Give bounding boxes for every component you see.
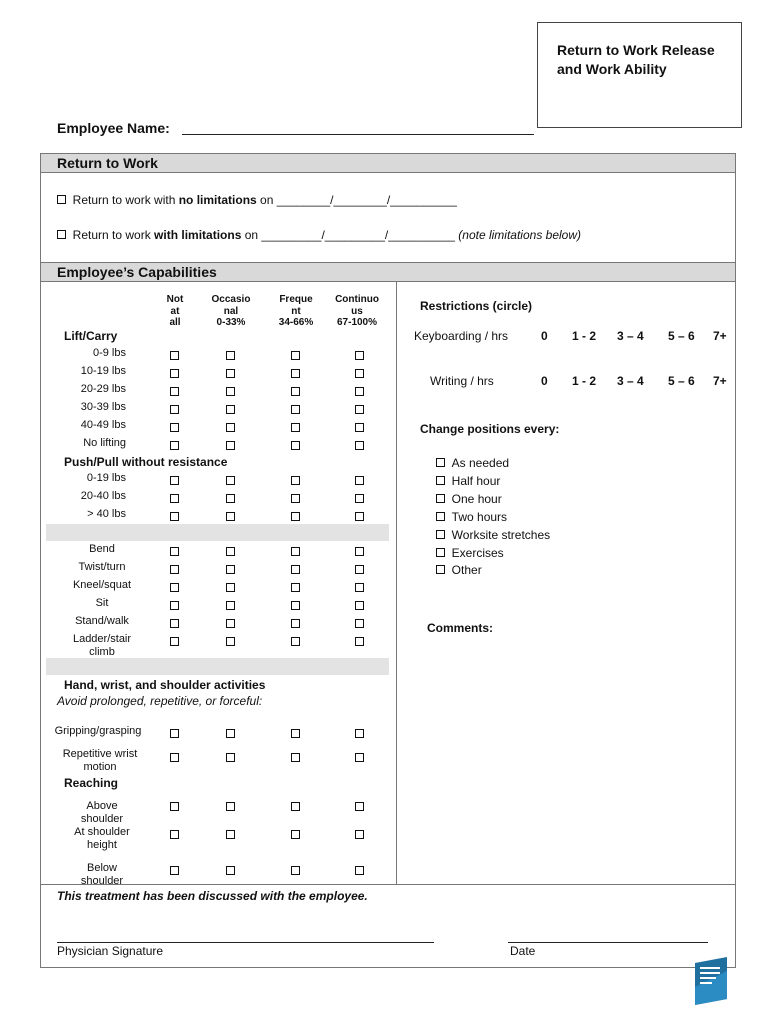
reaching-heading: Reaching (64, 776, 119, 790)
writing-label: Writing / hrs (430, 374, 494, 388)
capability-checkbox[interactable] (170, 729, 179, 738)
posture-label: Bend (89, 543, 115, 555)
capability-checkbox[interactable] (226, 369, 235, 378)
restrictions-heading: Restrictions (circle) (420, 299, 533, 313)
comments-heading: Comments: (427, 621, 494, 635)
capability-checkbox[interactable] (226, 387, 235, 396)
capability-checkbox[interactable] (355, 441, 364, 450)
posture-label: Sit (95, 597, 109, 609)
capability-checkbox[interactable] (291, 423, 300, 432)
capability-checkbox[interactable] (291, 547, 300, 556)
change-option-checkbox[interactable] (436, 512, 445, 521)
keyboarding-option[interactable]: 3 – 4 (617, 329, 644, 343)
capability-checkbox[interactable] (170, 547, 179, 556)
keyboarding-option[interactable]: 1 - 2 (572, 329, 597, 343)
return-to-work-header (40, 153, 736, 173)
writing-option[interactable]: 7+ (713, 374, 727, 388)
lift-carry-heading: Lift/Carry (64, 329, 118, 343)
date-label: Date (510, 944, 536, 958)
reach-label-line: shoulder (80, 813, 124, 825)
lift-label: No lifting (83, 437, 126, 449)
capability-checkbox[interactable] (291, 405, 300, 414)
rtw-opt2-text: Return to work (72, 228, 155, 242)
posture-label: Twist/turn (78, 561, 126, 573)
col-header-not-at-all (149, 294, 201, 329)
repetitive-label-line: motion (83, 761, 117, 773)
change-option (436, 492, 502, 506)
rtw-opt1-bold: no limitations (178, 193, 257, 207)
col-header-line: us (351, 305, 363, 317)
capability-checkbox[interactable] (226, 601, 235, 610)
reach-label-line: Above (86, 800, 118, 812)
rtw-opt2-note: (note limitations below) (458, 228, 581, 242)
col-header-frequent (270, 294, 322, 329)
capability-checkbox[interactable] (291, 441, 300, 450)
column-divider (396, 281, 397, 884)
col-header-line: Not (166, 294, 184, 305)
change-option-checkbox[interactable] (436, 458, 445, 467)
capability-checkbox[interactable] (355, 565, 364, 574)
capability-checkbox[interactable] (170, 601, 179, 610)
reach-label-line: Below (87, 862, 117, 874)
posture-label: Kneel/squat (72, 579, 132, 591)
push-label: > 40 lbs (87, 508, 126, 520)
capability-checkbox[interactable] (355, 476, 364, 485)
capability-checkbox[interactable] (355, 830, 364, 839)
capability-checkbox[interactable] (170, 866, 179, 875)
form-title (557, 41, 715, 79)
discussed-statement: This treatment has been discussed with the employee. (57, 889, 368, 903)
capability-checkbox[interactable] (170, 753, 179, 762)
capability-checkbox[interactable] (355, 512, 364, 521)
change-option (436, 474, 500, 488)
col-header-line: Continuo (335, 294, 379, 305)
capability-checkbox[interactable] (355, 423, 364, 432)
capability-checkbox[interactable] (355, 802, 364, 811)
gripping-label: Gripping/grasping (54, 725, 142, 737)
writing-option[interactable]: 0 (541, 374, 548, 388)
capability-checkbox[interactable] (355, 753, 364, 762)
capability-checkbox[interactable] (291, 387, 300, 396)
col-header-line: nt (291, 305, 301, 317)
capability-checkbox[interactable] (291, 565, 300, 574)
capability-checkbox[interactable] (226, 494, 235, 503)
capability-checkbox[interactable] (291, 369, 300, 378)
capability-checkbox[interactable] (170, 441, 179, 450)
capability-checkbox[interactable] (291, 753, 300, 762)
ladder-label-line: Ladder/stair (72, 633, 132, 645)
change-option-label: Worksite stretches (451, 528, 551, 542)
keyboarding-option[interactable]: 5 – 6 (668, 329, 695, 343)
capability-checkbox[interactable] (170, 830, 179, 839)
rtw-no-limitations (57, 193, 457, 207)
reach-label-line: At shoulder (74, 826, 130, 838)
capability-checkbox[interactable] (291, 476, 300, 485)
lift-label: 40-49 lbs (80, 419, 126, 431)
change-option-checkbox[interactable] (436, 476, 445, 485)
rtw-opt2-date[interactable]: on _________/_________/__________ (241, 228, 459, 242)
change-option (436, 546, 504, 560)
capability-checkbox[interactable] (170, 802, 179, 811)
col-header-line: 34-66% (278, 317, 314, 328)
change-option-label: One hour (451, 492, 502, 506)
col-header-line: 67-100% (336, 317, 378, 328)
return-to-work-title: Return to Work (57, 155, 158, 171)
capability-checkbox[interactable] (291, 494, 300, 503)
change-option (436, 510, 507, 524)
capability-checkbox[interactable] (226, 565, 235, 574)
reach-label-line: shoulder (80, 875, 124, 887)
capability-checkbox[interactable] (355, 729, 364, 738)
capability-checkbox[interactable] (170, 476, 179, 485)
capability-checkbox[interactable] (291, 351, 300, 360)
posture-label: Stand/walk (75, 615, 129, 627)
capability-checkbox[interactable] (226, 619, 235, 628)
change-option-checkbox[interactable] (436, 548, 445, 557)
capability-checkbox[interactable] (355, 494, 364, 503)
capability-checkbox[interactable] (170, 637, 179, 646)
employee-name-label: Employee Name: (57, 120, 170, 136)
capability-checkbox[interactable] (170, 565, 179, 574)
document-logo-icon (695, 957, 727, 1005)
col-header-line: 0-33% (216, 317, 246, 328)
date-line[interactable] (508, 942, 708, 943)
change-option-checkbox[interactable] (436, 530, 445, 539)
lift-label: 10-19 lbs (80, 365, 126, 377)
capabilities-title: Employee’s Capabilities (57, 264, 217, 280)
change-positions-heading: Change positions every: (420, 422, 560, 436)
keyboarding-label: Keyboarding / hrs (414, 329, 509, 343)
writing-option[interactable]: 1 - 2 (572, 374, 597, 388)
change-option-label: As needed (451, 456, 510, 470)
capability-checkbox[interactable] (170, 351, 179, 360)
capability-checkbox[interactable] (291, 512, 300, 521)
ladder-label-line: climb (89, 646, 115, 658)
change-option (436, 528, 550, 542)
change-option-label: Other (451, 563, 482, 577)
push-label: 20-40 lbs (80, 490, 126, 502)
col-header-occasional (205, 294, 257, 329)
change-option-label: Half hour (451, 474, 501, 488)
rtw-with-limitations (57, 228, 581, 242)
capability-checkbox[interactable] (291, 601, 300, 610)
col-header-line: Occasio (211, 294, 251, 305)
capability-checkbox[interactable] (291, 830, 300, 839)
col-header-line: nal (223, 305, 239, 317)
capability-checkbox[interactable] (226, 441, 235, 450)
capability-checkbox[interactable] (291, 802, 300, 811)
rtw-opt1-date[interactable]: on ________/________/__________ (256, 193, 457, 207)
capability-checkbox[interactable] (226, 753, 235, 762)
employee-name-field[interactable] (182, 134, 534, 135)
capability-checkbox[interactable] (226, 866, 235, 875)
ladder-label (52, 633, 152, 659)
lift-label: 20-29 lbs (80, 383, 126, 395)
capability-checkbox[interactable] (226, 547, 235, 556)
capability-checkbox[interactable] (226, 637, 235, 646)
capability-checkbox[interactable] (355, 547, 364, 556)
change-option-checkbox[interactable] (436, 494, 445, 503)
capability-checkbox[interactable] (170, 619, 179, 628)
capability-checkbox[interactable] (226, 512, 235, 521)
capability-checkbox[interactable] (226, 802, 235, 811)
title-box (537, 22, 742, 128)
shaded-divider (46, 658, 389, 675)
repetitive-label-line: Repetitive wrist (62, 748, 138, 760)
capability-checkbox[interactable] (355, 637, 364, 646)
capability-checkbox[interactable] (170, 512, 179, 521)
col-header-line: all (169, 317, 181, 328)
keyboarding-option[interactable]: 7+ (713, 329, 727, 343)
push-pull-heading: Push/Pull without resistance (64, 455, 228, 469)
shaded-divider (46, 524, 389, 541)
lift-label: 0-9 lbs (92, 347, 126, 359)
capability-checkbox[interactable] (291, 729, 300, 738)
capability-checkbox[interactable] (170, 387, 179, 396)
capability-checkbox[interactable] (170, 494, 179, 503)
capability-checkbox[interactable] (355, 405, 364, 414)
rtw-opt2-bold: with limitations (154, 228, 242, 242)
capability-checkbox[interactable] (226, 405, 235, 414)
col-header-continuous (331, 294, 383, 329)
repetitive-label (50, 748, 150, 774)
push-label: 0-19 lbs (86, 472, 126, 484)
capability-checkbox[interactable] (226, 830, 235, 839)
capability-checkbox[interactable] (355, 866, 364, 875)
col-header-line: at (170, 305, 180, 317)
capability-checkbox[interactable] (170, 423, 179, 432)
physician-signature-label: Physician Signature (57, 944, 164, 958)
col-header-line: Freque (279, 294, 313, 305)
form-title-line2: and Work Ability (557, 61, 667, 77)
capability-checkbox[interactable] (355, 351, 364, 360)
capability-checkbox[interactable] (291, 866, 300, 875)
capability-checkbox[interactable] (226, 423, 235, 432)
rtw-opt1-text: Return to work with (72, 193, 179, 207)
capability-checkbox[interactable] (226, 729, 235, 738)
above-shoulder-label (52, 800, 152, 826)
physician-signature-line[interactable] (57, 942, 434, 943)
change-option-label: Two hours (451, 510, 508, 524)
capability-checkbox[interactable] (355, 387, 364, 396)
change-option (436, 563, 482, 577)
keyboarding-option[interactable]: 0 (541, 329, 548, 343)
capability-checkbox[interactable] (170, 405, 179, 414)
change-option-label: Exercises (451, 546, 504, 560)
reach-label-line: height (87, 839, 117, 851)
capability-checkbox[interactable] (291, 619, 300, 628)
capability-checkbox[interactable] (170, 583, 179, 592)
footer-right (735, 884, 736, 968)
writing-option[interactable]: 5 – 6 (668, 374, 695, 388)
capability-checkbox[interactable] (355, 369, 364, 378)
capability-checkbox[interactable] (355, 601, 364, 610)
capability-checkbox[interactable] (226, 583, 235, 592)
below-shoulder-label (52, 862, 152, 888)
capabilities-header (40, 262, 736, 282)
capability-checkbox[interactable] (170, 369, 179, 378)
form-title-line1: Return to Work Release (557, 42, 715, 58)
at-shoulder-label (52, 826, 152, 852)
footer-left (40, 884, 41, 968)
lift-label: 30-39 lbs (80, 401, 126, 413)
rtw-no-limitations-checkbox[interactable] (57, 195, 66, 204)
capability-checkbox[interactable] (291, 637, 300, 646)
comments-field[interactable] (398, 640, 734, 882)
change-option-checkbox[interactable] (436, 565, 445, 574)
capability-checkbox[interactable] (291, 583, 300, 592)
hand-heading: Hand, wrist, and shoulder activities (64, 678, 266, 692)
capability-checkbox[interactable] (355, 619, 364, 628)
capability-checkbox[interactable] (355, 583, 364, 592)
rtw-with-limitations-checkbox[interactable] (57, 230, 66, 239)
change-option (436, 456, 509, 470)
footer-bottom (40, 967, 736, 968)
capability-checkbox[interactable] (226, 351, 235, 360)
capability-checkbox[interactable] (226, 476, 235, 485)
hand-subtitle: Avoid prolonged, repetitive, or forceful: (57, 694, 263, 708)
writing-option[interactable]: 3 – 4 (617, 374, 644, 388)
